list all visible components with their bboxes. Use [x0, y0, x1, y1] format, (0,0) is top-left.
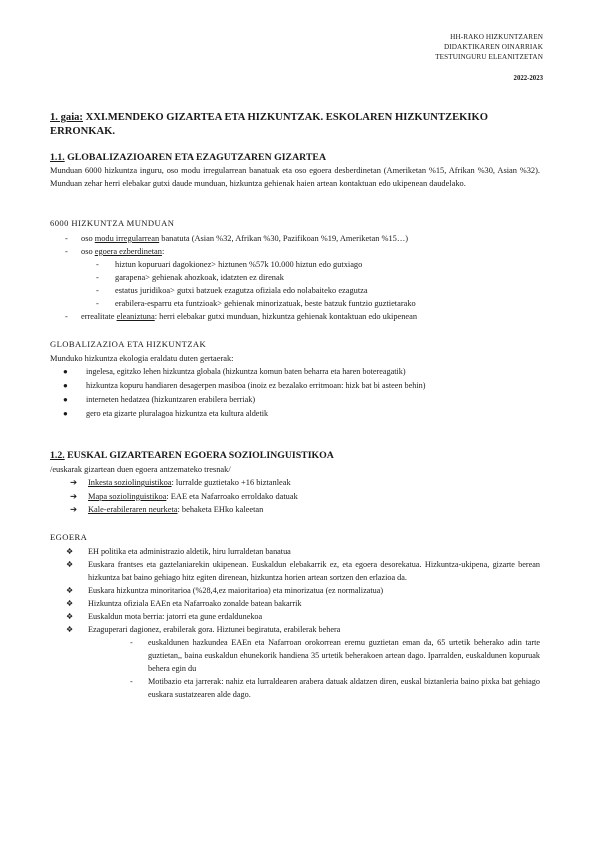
list-item: - euskaldunen hazkundea EAEn eta Nafarroan orokorrean eremu guztietan eman da, 65 urtetik beherako adin tarte guztietan,, baina euskaldun ehunekorik handiena 35 urtetik beherakoen artean dago. Iparralden, euskaldunen kopuruak behera egin du: [130, 638, 540, 673]
chapter-number: 1. gaia:: [50, 112, 83, 123]
header-line: HH-RAKO HIZKUNTZAREN: [450, 33, 543, 41]
list-item: ❖ Euskara frantses eta gaztelaniarekin ukipenean. Euskaldun elebakarrik ez, eta egoera desorekatua. Hizkuntza-ukipena, gizarte berean hizkuntza bat baino gehiago hitz egiten direnean, hizkuntza horien artean sortzen den erlazioa da.: [66, 560, 540, 582]
bullet-dot-icon: ●: [63, 409, 68, 418]
list-item: - oso modu irregularrean banatuta (Asian %32, Afrikan %30, Pazifikoan %19, Ameriketan %15…): [65, 234, 409, 243]
list-item: ❖ Euskaldun mota berria: jatorri eta gune erdaldunekoa: [66, 612, 263, 621]
list-item: - errealitate eleaniztuna: herri elebakar gutxi munduan, hizkuntza gehienak kontaktuan edo ukipenean: [65, 312, 418, 321]
list-item: ❖ Hizkuntza ofiziala EAEn eta Nafarroako zonalde batean bakarrik: [66, 599, 302, 608]
paragraph: Munduko hizkuntza ekologia eraldatu duten gertaerak:: [50, 354, 234, 363]
section-heading: [50, 152, 326, 163]
subheading: 6000 HIZKUNTZA MUNDUAN: [50, 218, 175, 228]
nested-list: [112, 636, 540, 701]
list-item: ● ingelesa, egitzko lehen hizkuntza globala (hizkuntza komun baten beharra eta haren botereagatik): [50, 365, 540, 379]
academic-year: 2022-2023: [513, 75, 543, 82]
bullet-dot-icon: ●: [63, 395, 68, 404]
header-line: TESTUINGURU ELEANITZETAN: [435, 53, 543, 61]
diamond-bullet-icon: ❖: [66, 560, 74, 569]
list-item: ● interneten hedatzea (hizkuntzaren erabilera berriak): [50, 393, 540, 407]
diamond-bullet-icon: ❖: [66, 599, 74, 608]
section-heading: [50, 450, 334, 461]
list-item: - Motibazio eta jarrerak: nahiz eta lurraldearen arabera datuak aldatzen diren, euskal biztanleria baino pixka bat gehiago euskara sustatzearen alde dago.: [130, 677, 540, 699]
bullet-list: [50, 365, 540, 421]
diamond-bullet-icon: ❖: [66, 612, 74, 621]
arrow-right-icon: ➔: [70, 505, 78, 514]
nested-list: [81, 258, 540, 310]
list-item: ● hizkuntza kopuru handiaren desagerpen masiboa (inoiz ez bezalako erritmoan: hizk bat bi asteen behin): [50, 379, 540, 393]
section-number: 1.2.: [50, 450, 65, 461]
list-item: ● gero eta gizarte pluralagoa hizkuntza eta kultura aldetik: [50, 407, 540, 421]
diamond-list: [50, 545, 540, 701]
list-item: - oso egoera ezberdinetan: - hiztun kopuruari dagokionez> hiztunen %57k 10.000 hiztun edo gutxiago - garapena> gehienak ahozkoak, idatzten ez direnak - estatus juridikoa> gutxi batzuek ezagutza ofiziala edo nolabaiteko ezagutza - erabilera-esparru eta funtzioak> gehienak minorizatuak, beste batzuk funtzio guztietarako: [50, 245, 540, 310]
list-item: - garapena> gehienak ahozkoak, idatzten ez direnak: [96, 273, 284, 282]
section-number: 1.1.: [50, 152, 65, 163]
bullet-list: [50, 232, 540, 323]
arrow-right-icon: ➔: [70, 478, 78, 487]
header-line: DIDAKTIKAREN OINARRIAK: [443, 43, 543, 51]
section-title: GLOBALIZAZIOAREN ETA EZAGUTZAREN GIZARTEA: [64, 152, 327, 163]
bullet-dot-icon: ●: [63, 367, 68, 376]
list-item: ➔ Kale-erabileraren neurketa: behaketa EHko kaleetan: [50, 503, 540, 517]
chapter-title-text: XXI.MENDEKO GIZARTEA ETA HIZKUNTZAK. ESKOLAREN HIZKUNTZEKIKO ERRONKAK.: [50, 112, 488, 137]
arrow-list: [50, 476, 540, 517]
list-item: - erabilera-esparru eta funtzioak> gehienak minorizatuak, beste batzuk funtzio guztietarako: [96, 299, 416, 308]
list-item: - estatus juridikoa> gutxi batzuek ezagutza ofiziala edo nolabaiteko ezagutza: [96, 286, 368, 295]
subheading: GLOBALIZAZIOA ETA HIZKUNTZAK: [50, 339, 207, 349]
diamond-bullet-icon: ❖: [66, 547, 74, 556]
section-title: EUSKAL GIZARTEAREN EGOERA SOZIOLINGUISTIKOA: [64, 450, 334, 461]
list-item: ❖ Ezaguperari dagionez, erabilerak gora. Hiztunei begiratuta, erabilerak behera - euskaldunen hazkundea EAEn eta Nafarroan orokorrean eremu guztietan eman da, 65 urtetik beherako adin tarte guztietan,, baina euskaldun ehunekorik handiena 35 urtetik beherakoen artean dago. Iparralden, euskaldunen kopuruak behera egin du - Motibazio eta jarrerak: nahiz eta lurraldearen arabera datuak aldatzen diren, euskal biztanleria baino pixka bat gehiago euskara sustatzearen alde dago.: [66, 625, 540, 699]
chapter-title: [50, 111, 520, 139]
arrow-right-icon: ➔: [70, 491, 78, 501]
paragraph: /euskarak gizartean duen egoera antzemateko tresnak/: [50, 465, 231, 474]
paragraph: Munduan 6000 hizkuntza inguru, oso modu irregularrean banatuak eta oso egoera desberdinetan (Ameriketan %15, Afrikan %30, Asian %32). Munduan zehar herri elebakar gutxi daude munduan, hizkuntza gehienak haien artean kontaktuan edo ukipenean daudelako.: [50, 166, 540, 188]
diamond-bullet-icon: ❖: [66, 586, 74, 595]
list-item: - hiztun kopuruari dagokionez> hiztunen %57k 10.000 hiztun edo gutxiago: [96, 260, 363, 269]
list-item: ❖ EH politika eta administrazio aldetik, hiru lurraldetan banatua: [66, 547, 291, 556]
list-item: ❖ Euskara hizkuntza minoritarioa (%28,4,ez maioritarioa) eta minorizatua (ez normalizatua): [66, 586, 384, 595]
list-item: ➔ Inkesta soziolinguistikoa: lurralde guztietako +16 biztanleak: [50, 476, 540, 490]
bullet-dot-icon: ●: [63, 381, 68, 390]
subheading: EGOERA: [50, 532, 88, 542]
diamond-bullet-icon: ❖: [66, 625, 74, 634]
list-item: ➔ Mapa soziolinguistikoa: EAE eta Nafarroako erroldako datuak: [50, 490, 540, 504]
course-header: [435, 32, 543, 62]
